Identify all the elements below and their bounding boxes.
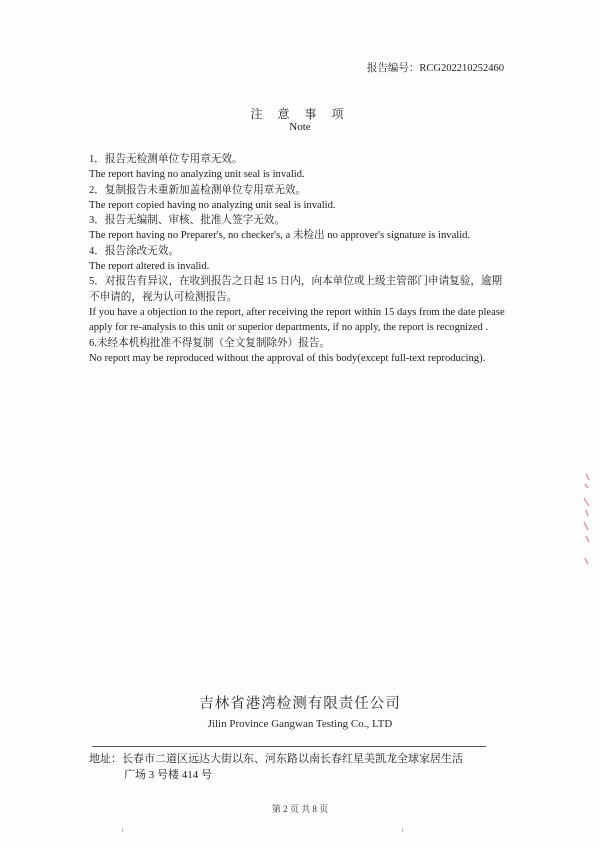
scan-speck bbox=[122, 828, 123, 832]
note-6-cn: 6.未经本机构批准不得复制（全文复制除外）报告。 bbox=[89, 337, 331, 349]
note-4-en: The report altered is invalid. bbox=[89, 261, 210, 273]
note-2-en: The report copied having no analyzing unit seal is invalid. bbox=[89, 199, 336, 211]
address-label: 地址： bbox=[89, 753, 122, 765]
note-5-cn: 5．对报告有异议，在收到报告之日起 15 日内，向本单位或上级主管部门申请复验，逾期不申请的，视为认可检测报告。 bbox=[89, 276, 503, 303]
notes-list bbox=[89, 152, 509, 366]
footer-divider bbox=[92, 746, 486, 747]
address-line-1: 长春市二道区远达大街以东、河东路以南长春红星美凯龙全球家居生活 bbox=[122, 753, 463, 765]
page-number: 第 2 页 共 8 页 bbox=[271, 804, 329, 814]
note-4-cn: 4．报告涂改无效。 bbox=[89, 245, 180, 257]
note-3-cn: 3．报告无编制、审核、批准人签字无效。 bbox=[89, 215, 285, 227]
notice-title-cn: 注 意 事 项 bbox=[250, 107, 350, 121]
company-name-en: Jilin Province Gangwan Testing Co., LTD bbox=[207, 718, 393, 730]
report-number: 报告编号：RCG202210252460 bbox=[366, 63, 504, 74]
notice-title-en: Note bbox=[289, 121, 311, 133]
company-address bbox=[89, 751, 519, 783]
scan-speck bbox=[402, 828, 403, 832]
note-3-en: The report having no Preparer's, no checker's, a 未检出 no approver's signature is invalid. bbox=[89, 230, 471, 242]
seal-edge-mark bbox=[580, 470, 592, 570]
note-1-cn: 1．报告无检测单位专用章无效。 bbox=[89, 154, 243, 165]
note-2-cn: 2．复制报告未重新加盖检测单位专用章无效。 bbox=[89, 184, 307, 196]
company-name-cn: 吉林省港湾检测有限责任公司 bbox=[199, 696, 401, 712]
address-line-2: 广场 3 号楼 414 号 bbox=[124, 769, 212, 781]
note-5-en: If you have a objection to the report, after receiving the report within 15 days from the date please apply for re-analysis to this unit or superior departments, if no apply, the report is recognized . bbox=[89, 306, 505, 334]
note-6-en: No report may be reproduced without the approval of this body(except full-text reproducing). bbox=[89, 352, 486, 364]
note-1-en: The report having no analyzing unit seal is invalid. bbox=[89, 169, 305, 181]
